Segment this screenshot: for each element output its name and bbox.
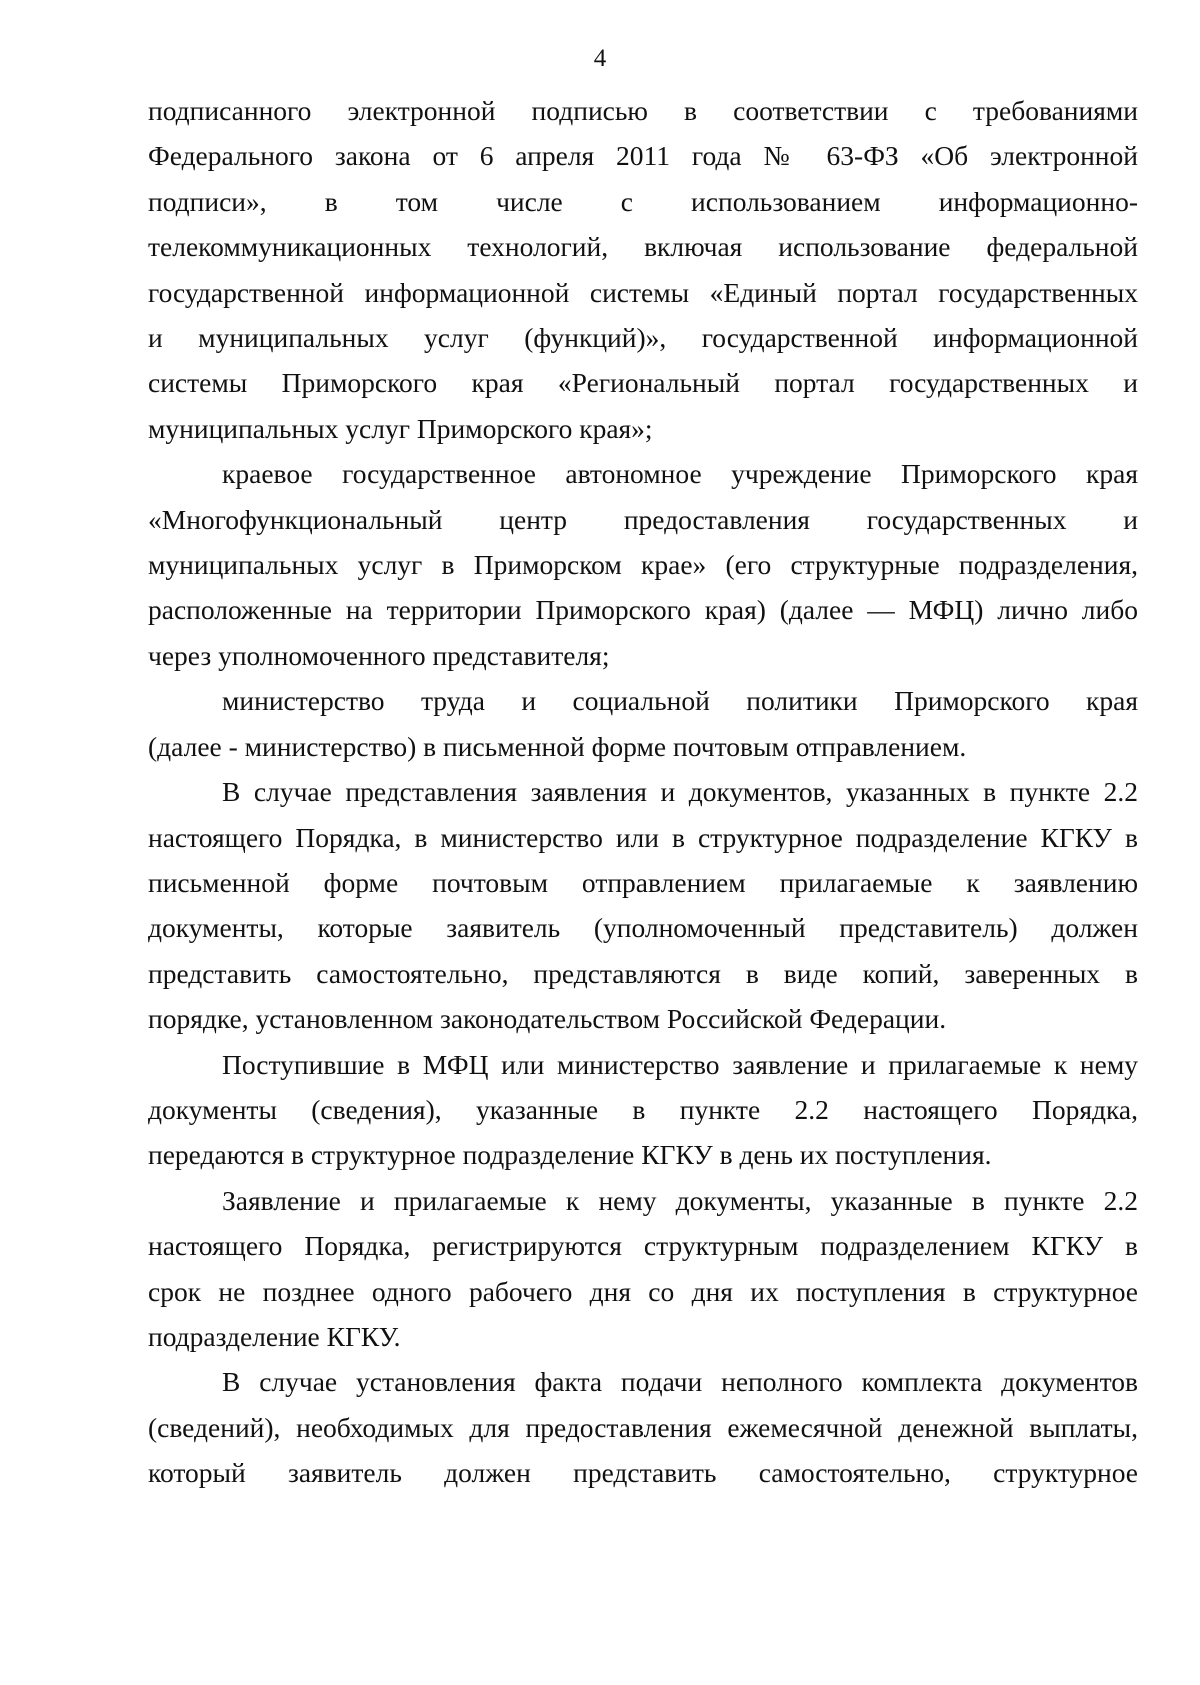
text-line: порядке, установленном законодательством Российской Федерации. [148,1003,947,1035]
paragraph-postal-submission [148,769,1138,1041]
text-line: министерство труда и социальной политики Приморского края [222,685,1138,717]
paragraph-registration [148,1178,1138,1360]
text-line: и муниципальных услуг (функций)», государственной информационной [148,322,1138,354]
text-line: муниципальных услуг Приморского края»; [148,412,653,444]
text-line: который заявитель должен представить самостоятельно, структурное [148,1457,1138,1489]
text-line: настоящего Порядка, регистрируются структурным подразделением КГКУ в [148,1230,1138,1262]
text-line: краевое государственное автономное учреждение Приморского края [222,458,1138,490]
text-line: системы Приморского края «Региональный портал государственных и [148,367,1138,399]
text-line: расположенные на территории Приморского края) (далее — МФЦ) лично либо [148,594,1138,626]
text-line: «Многофункциональный центр предоставления государственных и [148,503,1138,535]
text-line: документы, которые заявитель (уполномоченный представитель) должен [148,912,1138,944]
text-line: (далее - министерство) в письменной форме почтовым отправлением. [148,730,967,762]
text-line: Заявление и прилагаемые к нему документы, указанные в пункте 2.2 [222,1184,1138,1216]
paragraph-electronic-signature [148,88,1138,451]
text-line: В случае установления факта подачи неполного комплекта документов [222,1366,1138,1398]
paragraph-mfc [148,451,1138,678]
paragraph-transfer [148,1042,1138,1178]
text-line: телекоммуникационных технологий, включая использование федеральной [148,231,1138,263]
text-line: (сведений), необходимых для предоставления ежемесячной денежной выплаты, [148,1411,1138,1443]
text-line: подразделение КГКУ. [148,1320,401,1352]
text-line: Поступившие в МФЦ или министерство заявление и прилагаемые к нему [222,1048,1138,1080]
document-body [148,88,1138,1496]
text-line: Федерального закона от 6 апреля 2011 года № 63-ФЗ «Об электронной [148,140,1138,172]
text-line: передаются в структурное подразделение КГКУ в день их поступления. [148,1139,992,1171]
text-line: представить самостоятельно, представляются в виде копий, заверенных в [148,957,1138,989]
text-line: государственной информационной системы «Единый портал государственных [148,276,1138,308]
text-line: подписанного электронной подписью в соответствии с требованиями [148,95,1138,126]
text-line: документы (сведения), указанные в пункте 2.2 настоящего Порядка, [148,1093,1138,1125]
text-line: В случае представления заявления и документов, указанных в пункте 2.2 [222,776,1138,808]
text-line: подписи», в том числе с использованием информационно- [148,185,1138,217]
text-line: письменной форме почтовым отправлением прилагаемые к заявлению [148,866,1138,898]
text-line: настоящего Порядка, в министерство или в структурное подразделение КГКУ в [148,821,1138,853]
paragraph-ministry [148,678,1138,769]
text-line: муниципальных услуг в Приморском крае» (его структурные подразделения, [148,549,1138,581]
paragraph-incomplete-set [148,1359,1138,1495]
text-line: срок не позднее одного рабочего дня со дня их поступления в структурное [148,1275,1138,1307]
page-number: 4 [593,45,607,72]
text-line: через уполномоченного представителя; [148,639,610,671]
